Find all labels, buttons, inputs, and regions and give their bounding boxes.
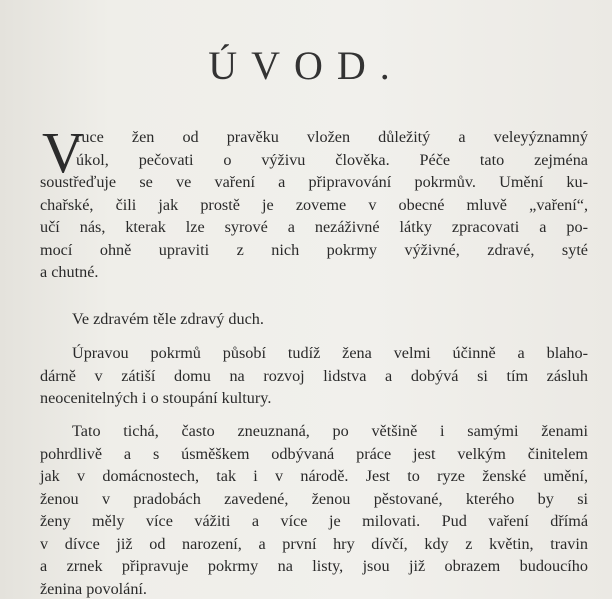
paragraph-1-line-1: ruce žen od pravěku vložen důležitý a veleyýznamný — [76, 128, 588, 146]
paragraph-1-line-4: chařské, čili jak prostě je zoveme v obecné mluvě „vaření“, — [40, 195, 588, 214]
paragraph-4-line-4: ženou v pradobách zavedené, ženou pěstované, kterého by si — [40, 489, 588, 508]
paragraph-4-line-8: ženina povolání. — [40, 579, 147, 598]
chapter-title: ÚVOD. — [208, 43, 404, 88]
paragraph-3-line-2: dárně v zátiší domu na rozvoj lidstva a dobývá si tím zásluh — [40, 366, 588, 385]
paragraph-1-line-3: soustřeďuje se ve vaření a připravování pokrmův. Umění ku- — [40, 173, 588, 191]
paragraph-1-line-6: mocí ohně upraviti z nich pokrmy výživné, zdravé, syté — [40, 240, 588, 259]
paragraph-3-line-1: Úpravou pokrmů působí tudíž žena velmi účinně a blaho- — [72, 344, 588, 362]
paragraph-4-line-5: ženy měly více vážiti a více je milovati. Pud vaření dřímá — [40, 512, 588, 530]
paragraph-3 — [40, 342, 588, 410]
drop-cap: V — [42, 120, 84, 185]
paragraph-4-line-6: v dívce již od narození, a první hry dívčí, kdy z květin, travin — [40, 534, 588, 553]
paragraph-4 — [40, 420, 588, 599]
paragraph-4-line-1: Tato tichá, často zneuznaná, po většině i samými ženami — [72, 422, 588, 440]
paragraph-4-line-2: pohrdlivě a s úsměškem odbývaná práce jest velkým činitelem — [40, 444, 588, 463]
paragraph-2-line-1: Ve zdravém těle zdravý duch. — [72, 310, 264, 328]
paragraph-2 — [40, 308, 588, 331]
paragraph-1 — [40, 120, 588, 284]
paragraph-3-line-3: neocenitelných i o stoupání kultury. — [40, 389, 272, 407]
paragraph-1-line-2: úkol, pečovati o výživu člověka. Péče tato zejména — [76, 150, 588, 169]
paragraph-4-line-7: a zrnek připravuje pokrmy na listy, jsou již obrazem budoucího — [40, 557, 588, 575]
paragraph-4-line-3: jak v domácnostech, tak i v národě. Jest to ryze ženské umění, — [40, 467, 588, 485]
paragraph-1-line-7: a chutné. — [40, 263, 99, 281]
paragraph-1-line-5: učí nás, kterak lze syrové a nezáživné látky zpracovati a po- — [40, 218, 588, 236]
